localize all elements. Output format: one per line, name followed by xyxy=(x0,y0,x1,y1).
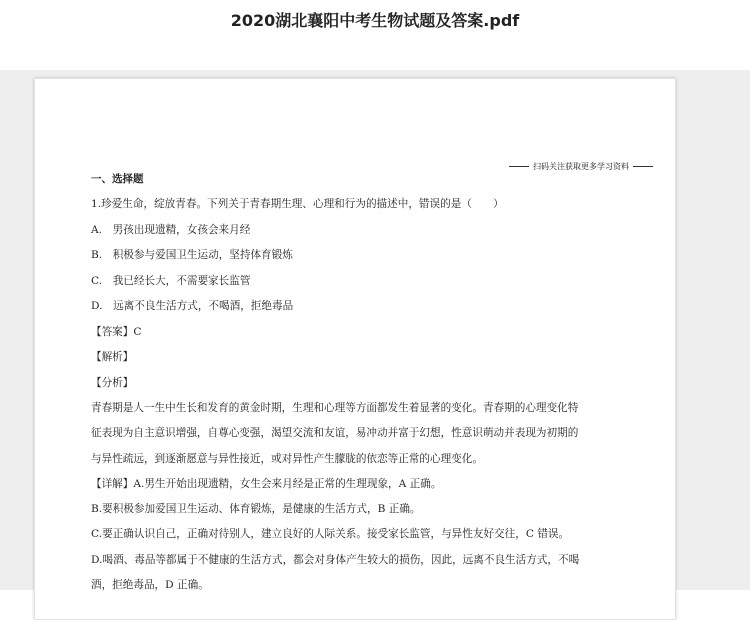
detail-line: D.喝酒、毒品等都属于不健康的生活方式，都会对身体产生较大的损伤，因此，远离不良生活方式，不喝 xyxy=(91,553,580,566)
analysis-line: 征表现为自主意识增强，自尊心变强，渴望交流和友谊，易冲动并富于幻想，性意识萌动并表现为初期的 xyxy=(91,427,579,440)
option-a: A. 男孩出现遗精，女孩会来月经 xyxy=(91,223,251,236)
document-viewer[interactable] xyxy=(0,70,750,590)
fenxi-label: 【分析】 xyxy=(91,376,134,389)
header-note-text: 扫码关注获取更多学习资料 xyxy=(533,162,629,171)
option-d: D. 远离不良生活方式，不喝酒，拒绝毒品 xyxy=(91,300,294,312)
question-text: 1.珍爱生命，绽放青春。下列关于青春期生理、心理和行为的描述中，错误的是（ ） xyxy=(91,198,504,210)
analysis-line: 青春期是人一生中生长和发育的黄金时期，生理和心理等方面都发生着显著的变化。青春期的心理变化特 xyxy=(91,402,579,414)
detail-line: 酒，拒绝毒品，D 正确。 xyxy=(91,579,209,592)
analysis-paragraph xyxy=(91,396,656,472)
detail-line: 【详解】A.男生开始出现遗精，女生会来月经是正常的生理现象，A 正确。 xyxy=(91,477,442,490)
analysis-line: 与异性疏远，到逐渐愿意与异性接近，或对异性产生朦胧的依恋等正常的心理变化。 xyxy=(91,452,483,465)
title-bar xyxy=(0,0,750,70)
page-content xyxy=(91,173,656,598)
section-title: 一、选择题 xyxy=(91,173,144,185)
option-b: B. 积极参与爱国卫生运动，坚持体育锻炼 xyxy=(91,249,293,261)
answer-text: 【答案】C xyxy=(91,325,142,338)
detail-line: B.要积极参加爱国卫生运动、体育锻炼，是健康的生活方式，B 正确。 xyxy=(91,503,421,516)
option-c: C. 我已经长大，不需要家长监管 xyxy=(91,274,251,287)
analysis-label: 【解析】 xyxy=(91,351,134,363)
document-title: 2020湖北襄阳中考生物试题及答案.pdf xyxy=(230,11,520,30)
detail-line: C.要正确认识自己，正确对待别人，建立良好的人际关系。接受家长监管，与异性友好交往，C 错误。 xyxy=(91,528,570,541)
detail-paragraph xyxy=(91,472,656,598)
pdf-page xyxy=(34,78,676,620)
